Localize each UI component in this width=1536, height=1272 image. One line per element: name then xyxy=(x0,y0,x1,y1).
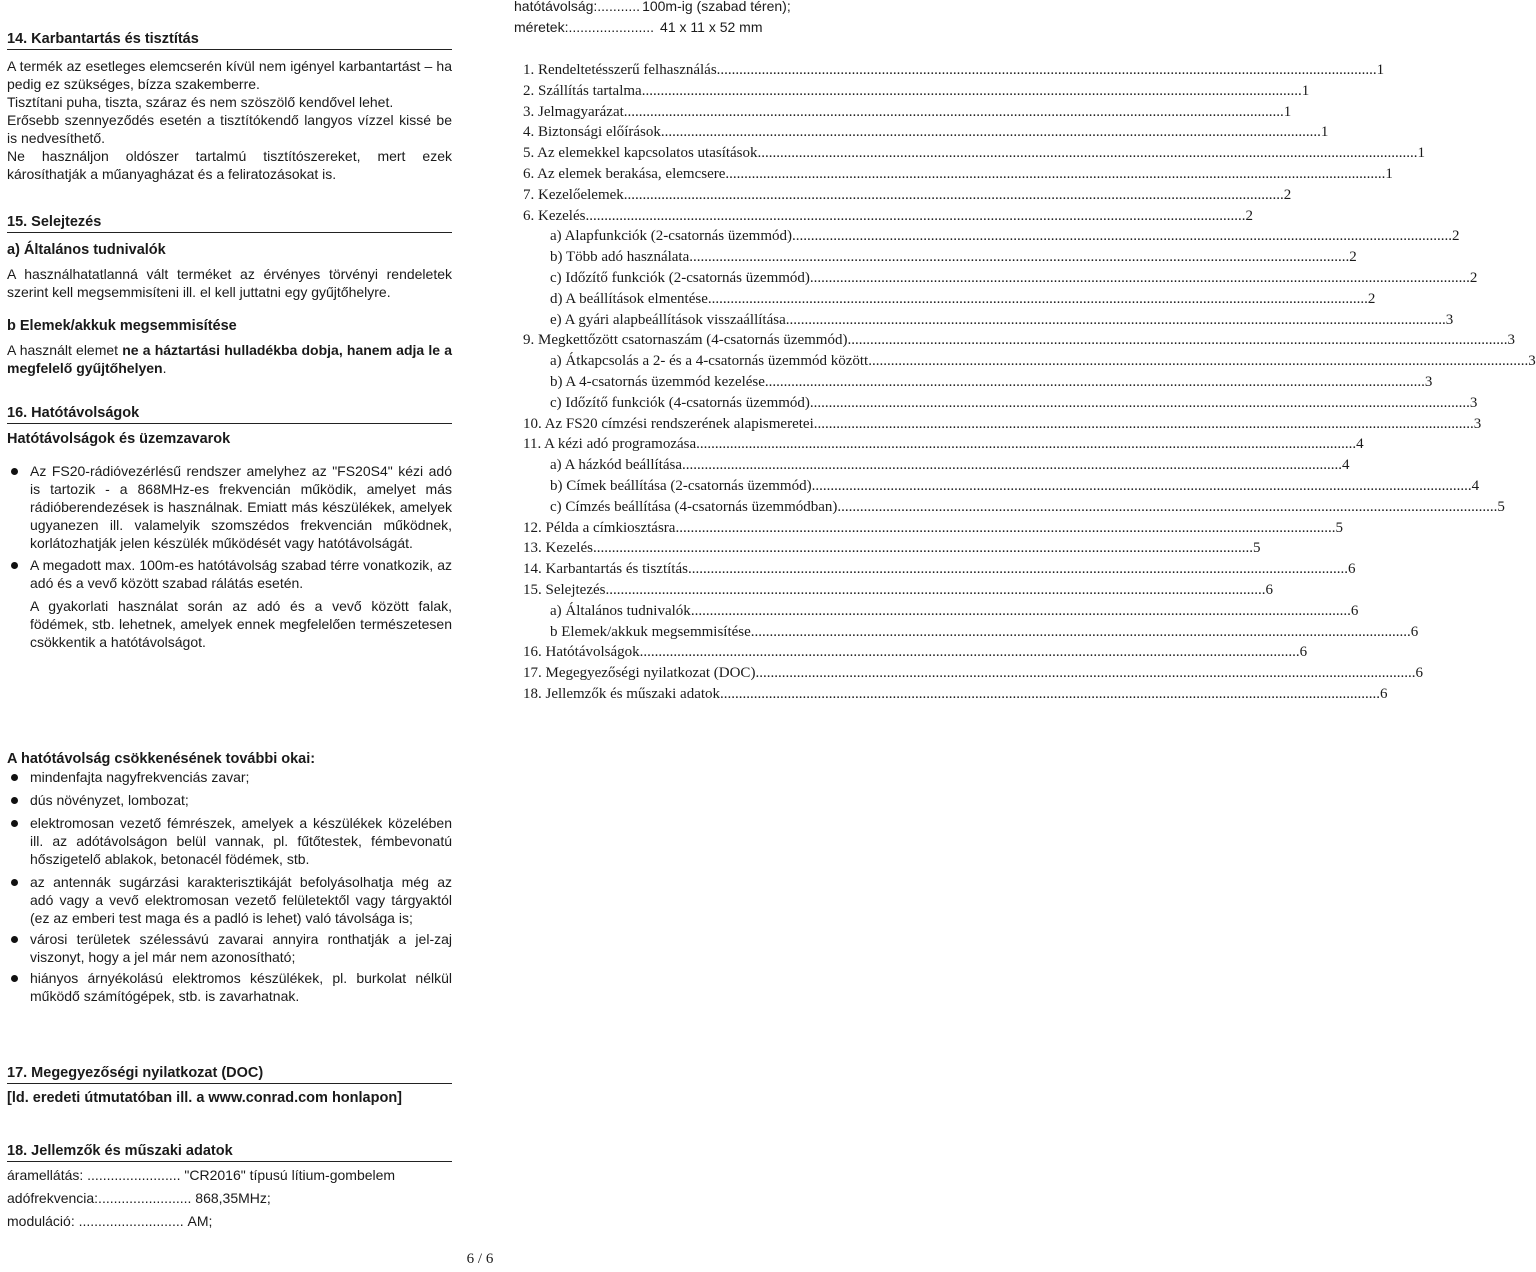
section-17-text: [ld. eredeti útmutatóban ill. a www.conrad.com honlapon] xyxy=(7,1090,403,1106)
toc-leader-dots xyxy=(642,81,1302,102)
section-18-heading: 18. Jellemzők és műszaki adatok xyxy=(7,1142,452,1162)
toc-entry xyxy=(514,247,1357,268)
toc-entry xyxy=(514,642,1308,663)
toc-entry-title: 6. Az elemek berakása, elemcsere xyxy=(523,165,726,182)
toc-entry-page: 6 xyxy=(1380,685,1388,702)
list-item: dús növényzet, lombozat; xyxy=(7,791,452,809)
range-causes-list xyxy=(7,768,452,1005)
toc-entry-page: 1 xyxy=(1417,145,1426,162)
bullet-icon xyxy=(11,797,18,804)
toc-entry xyxy=(514,580,1273,601)
toc-entry-title: 1. Rendeltetésszerű felhasználás xyxy=(523,62,717,78)
toc-entry-title: 13. Kezelés xyxy=(523,540,593,557)
list-item: elektromosan vezető fémrészek, amelyek a készülékek közelében ill. az adótávolságon belül vannak, pl. fűtőtestek, fémbevonatú hőszigetelő ablakok, betonacél födémek, stb. xyxy=(7,814,452,868)
toc-entry-page: 2 xyxy=(1245,207,1253,224)
toc-entry-title: b Elemek/akkuk megsemmisítése xyxy=(550,623,751,640)
toc-entry-title: 16. Hatótávolságok xyxy=(523,644,640,661)
toc-entry-page: 2 xyxy=(1469,269,1478,286)
list-item: Az FS20-rádióvezérlésű rendszer amelyhez az "FS20S4" kézi adó is tartozik - a 868MHz-es frekvencián működik, amelyet más rádióberendezések is használnak. Emiatt más készülékek, amelyek ugyanezen ill. valamelyik szomszédos frekvencián működnek, korlátozhatják jelen készülék működését vagy hatótávolságát. xyxy=(7,462,452,552)
toc-entry-page: 6 xyxy=(1347,561,1356,578)
range-causes-heading: A hatótávolság csökkenésének további okai: xyxy=(7,751,316,767)
toc-entry-title: a) A házkód beállítása xyxy=(550,457,683,474)
bullet-icon xyxy=(11,879,18,886)
toc-entry-title: e) A gyári alapbeállítások visszaállítása xyxy=(550,311,786,328)
page-number: 6 / 6 xyxy=(466,1251,494,1267)
toc-leader-dots xyxy=(725,164,1385,185)
toc-leader-dots xyxy=(755,663,1415,684)
toc-entry-page: 3 xyxy=(1445,311,1454,328)
toc-entry xyxy=(514,372,1433,393)
toc-entry xyxy=(514,143,1426,164)
toc-entry xyxy=(514,226,1460,247)
toc-entry xyxy=(514,102,1292,123)
section-15a-paragraph: A használhatatlanná vált terméket az érvényes törvényi rendeletek szerint kell megsemmisíteni ill. el kell juttatni egy gyűjtőhelyre. xyxy=(7,266,452,300)
toc-entry xyxy=(514,330,1515,351)
left-column xyxy=(7,30,452,651)
toc-leader-dots xyxy=(847,330,1507,351)
toc-entry-page: 5 xyxy=(1335,519,1343,536)
section-16-heading: 16. Hatótávolságok xyxy=(7,404,452,424)
toc-entry xyxy=(514,455,1350,476)
toc-entry-page: 4 xyxy=(1356,436,1364,453)
toc-leader-dots xyxy=(689,247,1349,268)
toc-entry xyxy=(514,81,1310,102)
toc-entry xyxy=(514,310,1454,331)
toc-entry-title: 4. Biztonsági előírások xyxy=(523,124,661,141)
section-17-heading: 17. Megegyezőségi nyilatkozat (DOC) xyxy=(7,1064,452,1084)
toc-leader-dots xyxy=(868,351,1528,372)
section-14-paragraph: Erősebb szennyeződés esetén a tisztítókendő langyos vízzel kissé be is nedvesíthető. xyxy=(7,112,452,146)
toc-entry-page: 1 xyxy=(1301,82,1310,99)
range-bullet-list xyxy=(7,462,452,592)
toc-entry-page: 2 xyxy=(1349,249,1357,266)
toc-entry-page: 4 xyxy=(1342,457,1350,474)
section-14-paragraph: Tisztítani puha, tiszta, száraz és nem szöszölő kendővel lehet. xyxy=(7,94,394,110)
section-15b-subheading: b Elemek/akkuk megsemmisítése xyxy=(7,318,237,334)
toc-entry-page: 6 xyxy=(1299,644,1308,661)
toc-entry-page: 6 xyxy=(1350,602,1359,619)
toc-entry xyxy=(514,164,1393,185)
toc-leader-dots xyxy=(593,538,1253,559)
toc-entry xyxy=(514,414,1482,435)
toc-leader-dots xyxy=(751,622,1411,643)
toc-entry-page: 2 xyxy=(1452,228,1460,245)
toc-leader-dots xyxy=(720,684,1380,705)
toc-entry-page: 3 xyxy=(1473,415,1482,432)
toc-leader-dots xyxy=(758,143,1418,164)
bullet-icon xyxy=(11,820,18,827)
toc-entry-page: 1 xyxy=(1320,124,1329,141)
toc-leader-dots xyxy=(640,642,1300,663)
list-item: A megadott max. 100m-es hatótávolság szabad térre vonatkozik, az adó és a vevő között szabad rálátás esetén. xyxy=(7,556,452,592)
section-18 xyxy=(7,1142,452,1233)
toc-entry-page: 2 xyxy=(1283,186,1292,203)
bullet-icon xyxy=(11,975,18,982)
toc-leader-dots xyxy=(691,601,1351,622)
toc-entry-title: 7. Kezelőelemek xyxy=(523,186,624,203)
spec-row: adófrekvencia:........................ 868,35MHz; xyxy=(7,1190,271,1206)
toc-leader-dots xyxy=(661,122,1321,143)
toc-entry-page: 2 xyxy=(1367,290,1376,307)
bullet-icon xyxy=(11,468,18,475)
toc-leader-dots xyxy=(605,580,1265,601)
toc-entry-title: 5. Az elemekkel kapcsolatos utasítások xyxy=(523,145,758,162)
toc-entry-title: 10. Az FS20 címzési rendszerének alapismeretei xyxy=(523,415,814,432)
toc-entry-page: 3 xyxy=(1507,332,1515,349)
section-14-heading: 14. Karbantartás és tisztítás xyxy=(7,30,452,50)
toc-entry xyxy=(514,622,1419,643)
toc-entry-title: b) A 4-csatornás üzemmód kezelése xyxy=(550,373,765,390)
toc-entry xyxy=(514,497,1505,518)
toc-entry-title: a) Alapfunkciók (2-csatornás üzemmód) xyxy=(550,228,792,245)
section-15-heading: 15. Selejtezés xyxy=(7,213,452,233)
toc-leader-dots xyxy=(810,393,1470,414)
toc-leader-dots xyxy=(682,455,1342,476)
toc-entry-page: 6 xyxy=(1415,665,1423,682)
toc-leader-dots xyxy=(624,102,1284,123)
toc-entry-page: 5 xyxy=(1252,540,1261,557)
toc-entry xyxy=(514,434,1364,455)
toc-leader-dots xyxy=(792,226,1452,247)
toc-leader-dots xyxy=(624,185,1284,206)
toc-entry-page: 5 xyxy=(1497,498,1505,515)
toc-entry-title: a) Átkapcsolás a 2- és a 4-csatornás üzemmód között xyxy=(550,353,869,370)
toc-leader-dots xyxy=(708,289,1368,310)
toc-entry-title: 15. Selejtezés xyxy=(523,581,606,598)
toc-entry-title: d) A beállítások elmentése xyxy=(550,290,708,307)
toc-leader-dots xyxy=(675,518,1335,539)
toc-entry-page: 1 xyxy=(1385,165,1393,182)
toc-entry xyxy=(514,60,1385,81)
spec-row: áramellátás: ........................ "CR2016" típusú lítium-gombelem xyxy=(7,1167,396,1183)
toc-entry-page: 6 xyxy=(1265,581,1273,598)
toc-entry-title: 3. Jelmagyarázat xyxy=(523,103,624,120)
section-15a-subheading: a) Általános tudnivalók xyxy=(7,242,166,258)
toc-entry xyxy=(514,476,1480,497)
toc-leader-dots xyxy=(837,497,1497,518)
toc-entry xyxy=(514,393,1478,414)
range-causes-block xyxy=(7,750,452,1005)
toc-entry xyxy=(514,538,1261,559)
toc-leader-dots xyxy=(696,434,1356,455)
toc-entry xyxy=(514,122,1329,143)
toc-entry-title: 11. A kézi adó programozása xyxy=(523,436,697,453)
toc-entry xyxy=(514,351,1536,372)
toc-entry xyxy=(514,185,1292,206)
section-14-paragraph: A termék az esetleges elemcserén kívül nem igényel karbantartást – ha pedig ez szükséges, bízza szakemberre. xyxy=(7,58,452,92)
toc-leader-dots xyxy=(688,559,1348,580)
toc-leader-dots xyxy=(786,310,1446,331)
toc-entry-title: b) Több adó használata xyxy=(550,249,690,266)
toc-entry-title: b) Címek beállítása (2-csatornás üzemmód) xyxy=(550,477,812,494)
bullet-icon xyxy=(11,562,18,569)
toc-entry-page: 1 xyxy=(1283,103,1292,120)
toc-entry xyxy=(514,684,1388,705)
section-14-paragraph: Ne használjon oldószer tartalmú tisztítószereket, mert ezek károsíthatják a műanyagházat és a feliratozásokat is. xyxy=(7,148,452,182)
right-column xyxy=(514,0,1536,705)
toc-entry-title: c) Címzés beállítása (4-csatornás üzemmódban) xyxy=(550,498,838,515)
toc-leader-dots xyxy=(814,414,1474,435)
toc-leader-dots xyxy=(810,268,1470,289)
toc-leader-dots xyxy=(812,476,1472,497)
list-item: az antennák sugárzási karakterisztikáját befolyásolhatja még az adó vagy a vevő elektromosan vezető felületektől vagy tárgyaktól (ez az emberi test maga és a padló is lehet) való távolsága is; xyxy=(7,873,452,927)
list-item: mindenfajta nagyfrekvenciás zavar; xyxy=(7,768,452,786)
table-of-contents xyxy=(514,60,1536,705)
toc-entry xyxy=(514,289,1376,310)
toc-entry xyxy=(514,559,1356,580)
toc-entry xyxy=(514,663,1423,684)
toc-leader-dots xyxy=(765,372,1425,393)
bullet-icon xyxy=(11,936,18,943)
section-15b-paragraph: A használt elemet ne a háztartási hulladékba dobja, hanem adja le a megfelelő gyűjtőhelyen. xyxy=(7,342,452,376)
bullet-icon xyxy=(11,774,18,781)
toc-entry xyxy=(514,268,1478,289)
toc-entry-title: 17. Megegyezőségi nyilatkozat (DOC) xyxy=(523,665,756,682)
spec-row: moduláció: ........................... AM; xyxy=(7,1213,213,1229)
toc-entry-title: 2. Szállítás tartalma xyxy=(523,82,642,99)
section-16-subheading: Hatótávolságok és üzemzavarok xyxy=(7,431,231,447)
toc-entry-title: a) Általános tudnivalók xyxy=(550,602,691,619)
toc-entry-title: 6. Kezelés xyxy=(523,207,586,224)
toc-entry-title: c) Időzítő funkciók (2-csatornás üzemmód) xyxy=(550,269,810,286)
toc-entry xyxy=(514,518,1343,539)
toc-leader-dots xyxy=(717,60,1377,81)
toc-entry xyxy=(514,601,1359,622)
toc-leader-dots xyxy=(585,206,1245,227)
toc-entry-title: 12. Példa a címkiosztásra xyxy=(523,519,676,536)
specs-table xyxy=(7,1164,452,1233)
section-17 xyxy=(7,1064,452,1107)
toc-entry xyxy=(514,206,1253,227)
list-item: hiányos árnyékolású elektromos készülékek, pl. burkolat nélkül működő számítógépek, stb. is zavarhatnak. xyxy=(7,969,452,1005)
toc-entry-page: 4 xyxy=(1471,477,1480,494)
range-note: A gyakorlati használat során az adó és a vevő között falak, födémek, stb. lehetnek, amelyek ennek megfelelően természetesen csökkentik a hatótávolságot. xyxy=(30,598,452,650)
spec-row-size: méretek:...................... 41 x 11 x 52 mm xyxy=(514,19,763,35)
toc-entry-page: 6 xyxy=(1410,623,1419,640)
toc-entry-page: 1 xyxy=(1376,62,1385,78)
toc-entry-title: 18. Jellemzők és műszaki adatok xyxy=(523,685,721,702)
list-item: városi területek szélessávú zavarai annyira ronthatják a jel-zaj viszonyt, hogy a jel már nem azonosítható; xyxy=(7,930,452,966)
toc-entry-title: 9. Megkettőzött csatornaszám (4-csatornás üzemmód) xyxy=(523,332,848,349)
toc-entry-page: 3 xyxy=(1424,373,1433,390)
toc-entry-title: c) Időzítő funkciók (4-csatornás üzemmód) xyxy=(550,394,810,411)
spec-row-range: hatótávolság:........... 100m-ig (szabad téren); xyxy=(514,0,791,14)
toc-entry-page: 3 xyxy=(1469,394,1478,411)
toc-entry-page: 3 xyxy=(1528,353,1536,370)
toc-entry-title: 14. Karbantartás és tisztítás xyxy=(523,561,688,578)
